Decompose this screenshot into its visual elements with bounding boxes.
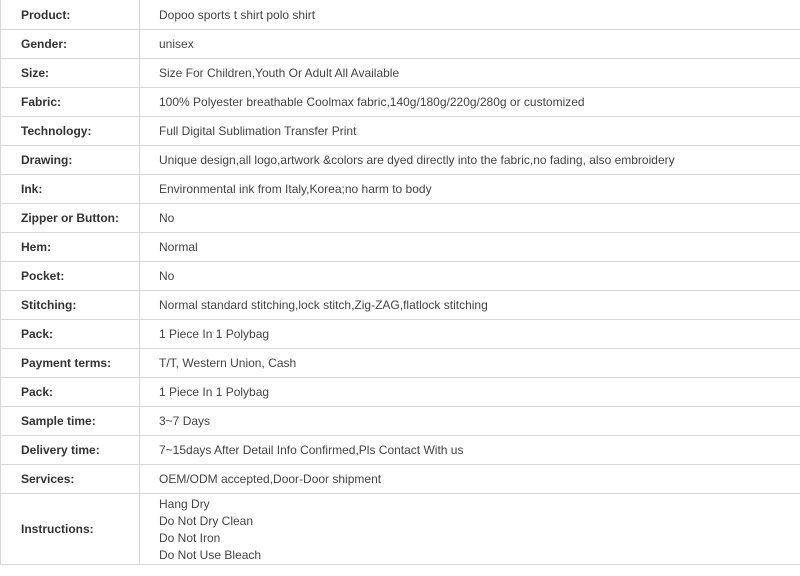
table-row xyxy=(1,175,800,204)
table-row xyxy=(1,349,800,378)
table-row xyxy=(1,233,800,262)
table-row xyxy=(1,204,800,233)
table-row xyxy=(1,291,800,320)
row-label: Services: xyxy=(1,465,140,494)
row-label: Zipper or Button: xyxy=(1,204,140,233)
row-label: Stitching: xyxy=(1,291,140,320)
table-row xyxy=(1,262,800,291)
instructions-label: Instructions: xyxy=(1,494,140,565)
row-label: Pack: xyxy=(1,320,140,349)
instructions-value xyxy=(140,494,800,565)
row-label: Technology: xyxy=(1,117,140,146)
table-row xyxy=(1,378,800,407)
table-row xyxy=(1,30,800,59)
row-value: 3~7 Days xyxy=(140,407,800,436)
row-label: Drawing: xyxy=(1,146,140,175)
row-value: OEM/ODM accepted,Door-Door shipment xyxy=(140,465,800,494)
table-row xyxy=(1,436,800,465)
row-label: Payment terms: xyxy=(1,349,140,378)
row-value: Normal xyxy=(140,233,800,262)
table-row xyxy=(1,465,800,494)
table-row xyxy=(1,407,800,436)
table-row xyxy=(1,0,800,30)
row-label: Gender: xyxy=(1,30,140,59)
row-value: 100% Polyester breathable Coolmax fabric,140g/180g/220g/280g or customized xyxy=(140,88,800,117)
row-label: Product: xyxy=(1,0,140,30)
instruction-line: Hang Dry xyxy=(159,497,210,511)
instruction-line: Do Not Use Bleach xyxy=(159,548,262,562)
row-label: Hem: xyxy=(1,233,140,262)
row-value: Unique design,all logo,artwork &colors are dyed directly into the fabric,no fading, also embroidery xyxy=(140,146,800,175)
row-label: Pack: xyxy=(1,378,140,407)
row-value: 1 Piece In 1 Polybag xyxy=(140,378,800,407)
row-label: Delivery time: xyxy=(1,436,140,465)
table-row xyxy=(1,320,800,349)
instruction-line: Do Not Iron xyxy=(159,531,221,545)
row-value: unisex xyxy=(140,30,800,59)
row-value: 1 Piece In 1 Polybag xyxy=(140,320,800,349)
table-row-instructions xyxy=(1,494,800,565)
row-value: No xyxy=(140,204,800,233)
row-label: Size: xyxy=(1,59,140,88)
row-value: No xyxy=(140,262,800,291)
row-label: Fabric: xyxy=(1,88,140,117)
row-label: Sample time: xyxy=(1,407,140,436)
row-value: Size For Children,Youth Or Adult All Available xyxy=(140,59,800,88)
row-value: 7~15days After Detail Info Confirmed,Pls Contact With us xyxy=(140,436,800,465)
row-label: Pocket: xyxy=(1,262,140,291)
row-value: T/T, Western Union, Cash xyxy=(140,349,800,378)
row-value: Full Digital Sublimation Transfer Print xyxy=(140,117,800,146)
instruction-line: Do Not Dry Clean xyxy=(159,514,254,528)
table-row xyxy=(1,146,800,175)
row-value: Normal standard stitching,lock stitch,Zig-ZAG,flatlock stitching xyxy=(140,291,800,320)
row-value: Dopoo sports t shirt polo shirt xyxy=(140,0,800,30)
table-row xyxy=(1,59,800,88)
row-label: Ink: xyxy=(1,175,140,204)
row-value: Environmental ink from Italy,Korea;no harm to body xyxy=(140,175,800,204)
table-row xyxy=(1,88,800,117)
table-row xyxy=(1,117,800,146)
